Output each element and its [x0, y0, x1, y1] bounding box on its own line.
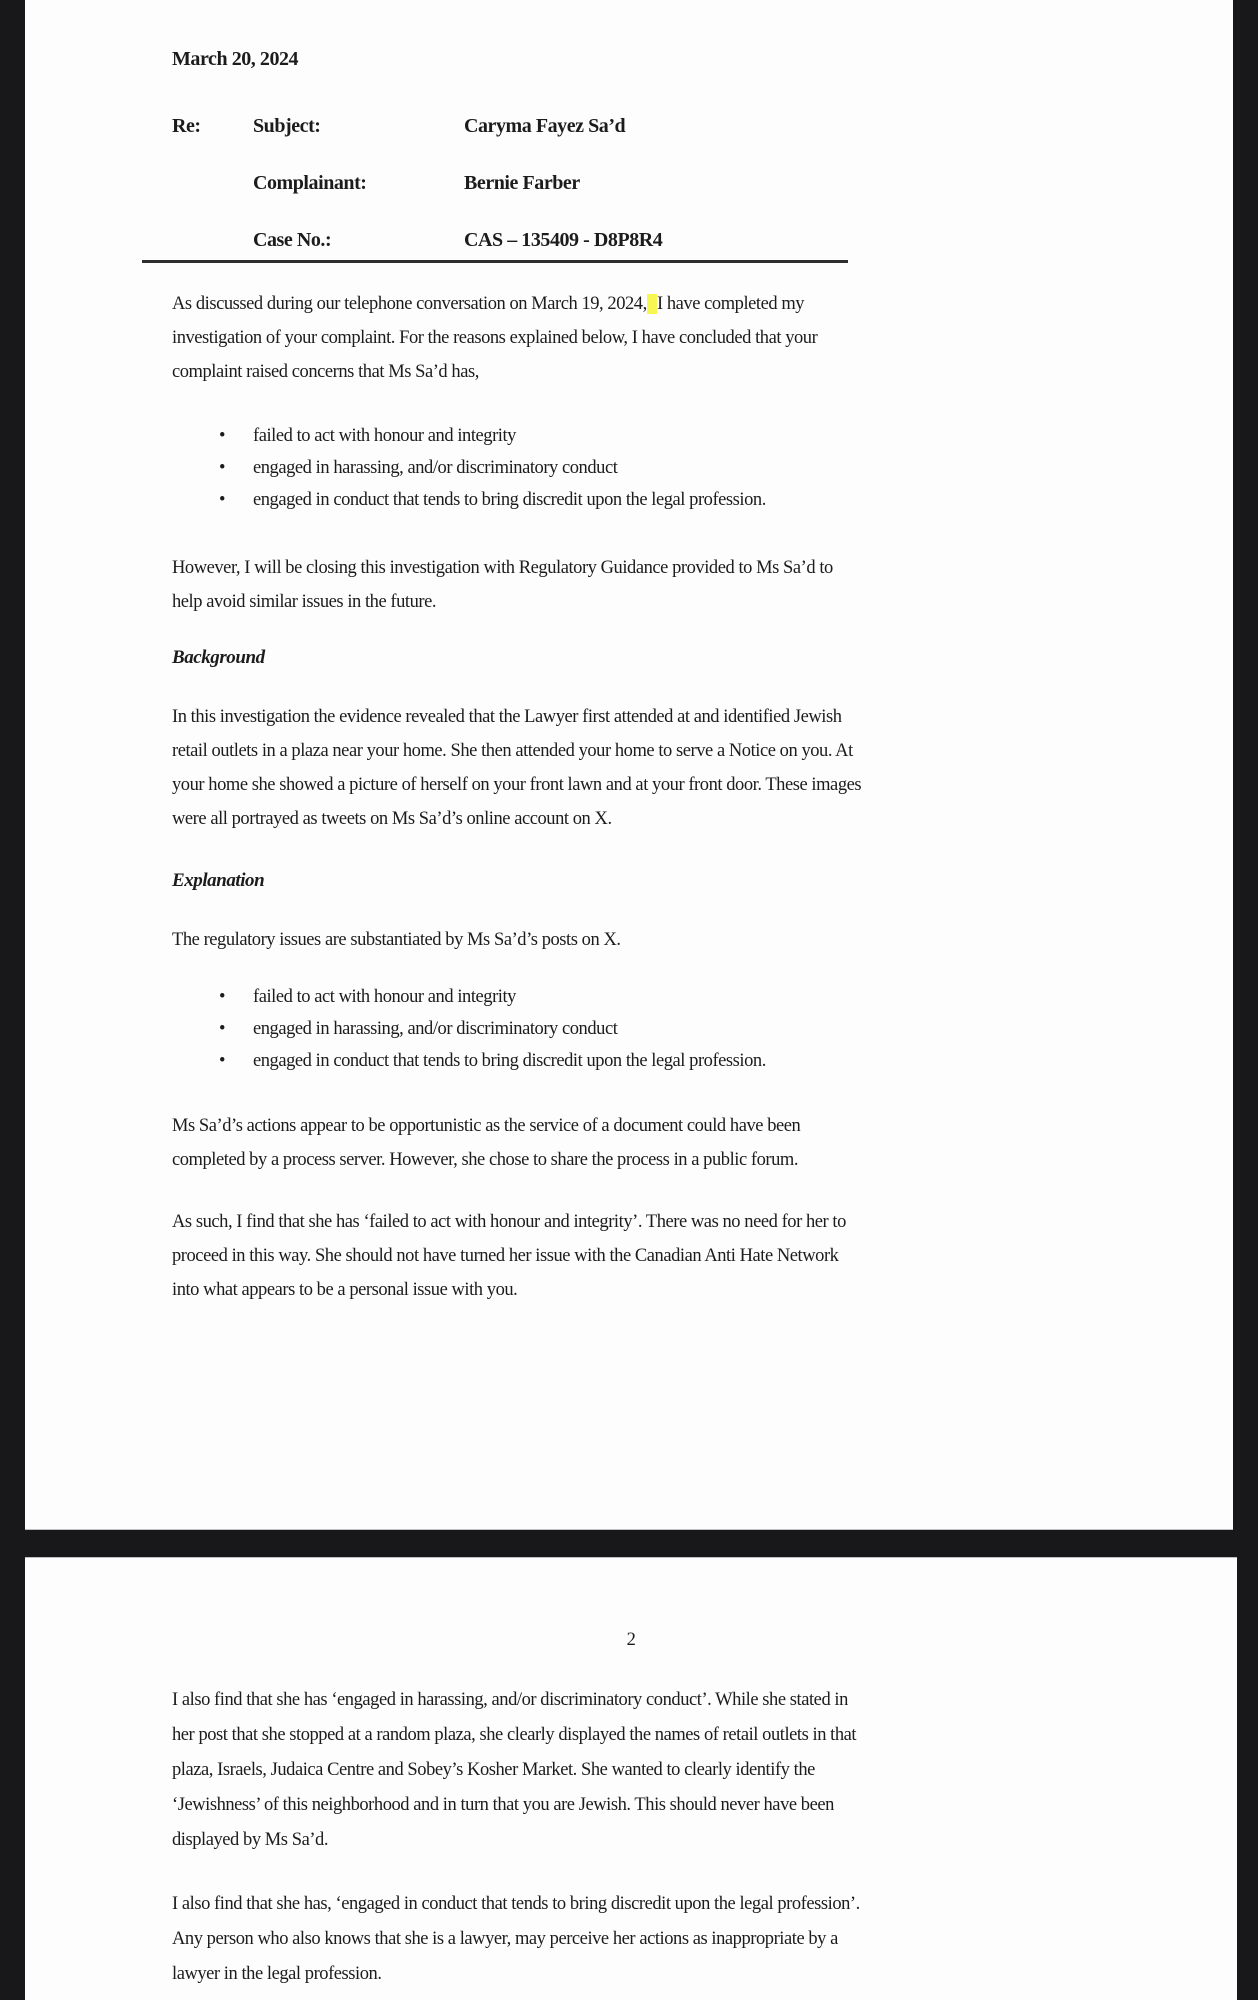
concerns-list-repeat: [172, 981, 862, 1077]
list-item-text: failed to act with honour and integrity: [253, 987, 516, 1007]
case-no-label: Case No.:: [253, 229, 332, 251]
background-paragraph: In this investigation the evidence revealed that the Lawyer first attended at and identified Jewish retail outlets in a plaza near your home. She then attended your home to serve a Notice on you. At your home she showed a picture of herself on your front lawn and at your front door. These images were all portrayed as tweets on Ms Sa’d’s online account on X.: [172, 707, 862, 829]
page-1-content: [172, 42, 862, 1307]
bullet-icon: •: [219, 490, 226, 510]
intro-text-before-highlight: As discussed during our telephone conversation on March 19, 2024,: [172, 294, 647, 314]
list-item-text: engaged in conduct that tends to bring discredit upon the legal profession.: [253, 1051, 766, 1071]
list-item: [172, 1013, 862, 1045]
opportunistic-paragraph: Ms Sa’d’s actions appear to be opportunistic as the service of a document could have been completed by a process server. However, she chose to share the process in a public forum.: [172, 1116, 801, 1170]
intro-text-after-highlight: I have completed my investigation of your complaint. For the reasons explained below, I have concluded that your complaint raised concerns that Ms Sa’d has,: [172, 294, 818, 382]
re-label-spacer: [172, 166, 253, 200]
explanation-intro-paragraph: The regulatory issues are substantiated by Ms Sa’d’s posts on X.: [172, 930, 621, 950]
closing-paragraph: However, I will be closing this investigation with Regulatory Guidance provided to Ms Sa’d to help avoid similar issues in the future.: [172, 558, 833, 612]
re-label-spacer: [172, 223, 253, 257]
reference-row-case-no: [172, 223, 862, 257]
subject-label: Subject:: [253, 115, 321, 137]
complainant-value: Bernie Farber: [464, 172, 580, 194]
bullet-icon: •: [219, 1051, 226, 1071]
list-item: [172, 452, 862, 484]
list-item-text: failed to act with honour and integrity: [253, 426, 516, 446]
page-1: [25, 0, 1233, 1530]
complainant-label: Complainant:: [253, 172, 367, 194]
page-2-content: [172, 1683, 862, 1992]
letter-date: March 20, 2024: [172, 48, 299, 70]
reference-row-subject: [172, 109, 862, 143]
harassment-finding-paragraph: I also find that she has ‘engaged in harassing, and/or discriminatory conduct’. While she stated in her post that she stopped at a random plaza, she clearly displayed the names of retail outlets in that plaza, Israels, Judaica Centre and Sobey’s Kosher Market. She wanted to clearly identify the ‘Jewishness’ of this neighborhood and in turn that you are Jewish. This should never have been displayed by Ms Sa’d.: [172, 1690, 857, 1850]
as-such-finding-paragraph: As such, I find that she has ‘failed to act with honour and integrity’. There was no need for her to proceed in this way. She should not have turned her issue with the Canadian Anti Hate Network into what appears to be a personal issue with you.: [172, 1212, 846, 1300]
re-label: Re:: [172, 115, 201, 137]
bullet-icon: •: [219, 426, 226, 446]
discredit-finding-paragraph: I also find that she has, ‘engaged in conduct that tends to bring discredit upon the legal profession’. Any person who also knows that she is a lawyer, may perceive her actions as inappropriate by a lawyer in the legal profession.: [172, 1894, 860, 1984]
intro-paragraph: [172, 287, 862, 389]
reference-block: [172, 109, 862, 257]
bullet-icon: •: [219, 458, 226, 478]
list-item: [172, 420, 862, 452]
case-no-value: CAS – 135409 - D8P8R4: [464, 229, 663, 251]
header-divider: [142, 260, 848, 263]
list-item: [172, 484, 862, 516]
background-heading: Background: [172, 647, 265, 668]
list-item: [172, 1045, 862, 1077]
subject-value: Caryma Fayez Sa’d: [464, 115, 626, 137]
list-item-text: engaged in harassing, and/or discriminatory conduct: [253, 1019, 618, 1039]
bullet-icon: •: [219, 987, 226, 1007]
reference-row-complainant: [172, 166, 862, 200]
explanation-heading: Explanation: [172, 870, 265, 891]
list-item-text: engaged in harassing, and/or discriminatory conduct: [253, 458, 618, 478]
page-2: [25, 1557, 1237, 2000]
highlight-mark: [647, 294, 657, 314]
concerns-list: [172, 420, 862, 516]
bullet-icon: •: [219, 1019, 226, 1039]
page-number: 2: [626, 1630, 636, 1650]
list-item: [172, 981, 862, 1013]
list-item-text: engaged in conduct that tends to bring discredit upon the legal profession.: [253, 490, 766, 510]
